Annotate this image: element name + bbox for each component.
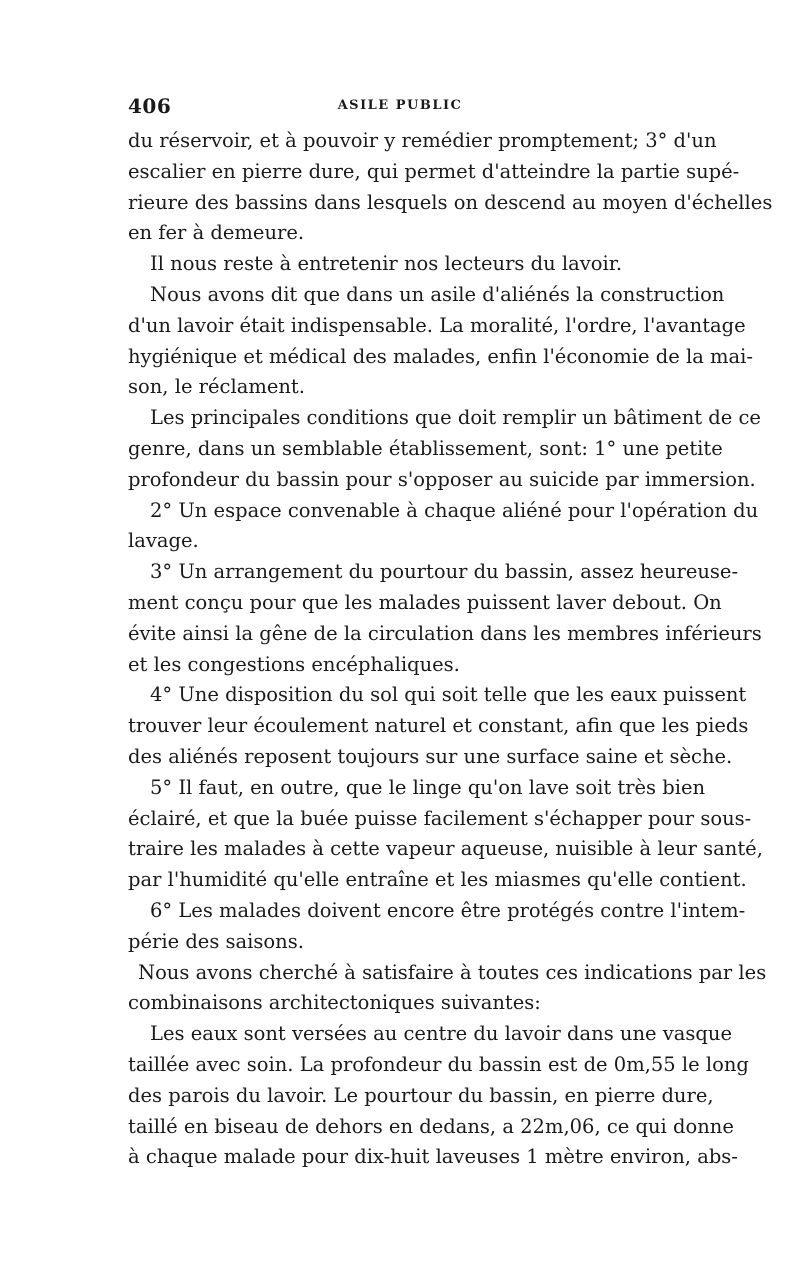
text-line: combinaisons architectoniques suivantes: bbox=[128, 991, 541, 1015]
text-line: Il nous reste à entretenir nos lecteurs du lavoir. bbox=[150, 252, 623, 276]
text-line: des aliénés reposent toujours sur une surface saine et sèche. bbox=[128, 744, 733, 768]
text-line: escalier en pierre dure, qui permet d'atteindre la partie supé- bbox=[128, 159, 740, 183]
text-line: Nous avons cherché à satisfaire à toutes ces indications par les bbox=[138, 960, 767, 984]
text-line: traire les malades à cette vapeur aqueuse, nuisible à leur santé, bbox=[128, 837, 763, 861]
text-line: 4° Une disposition du sol qui soit telle que les eaux puissent bbox=[150, 683, 747, 707]
text-line: évite ainsi la gêne de la circulation dans les membres inférieurs bbox=[128, 621, 762, 645]
text-line: profondeur du bassin pour s'opposer au suicide par immersion. bbox=[128, 467, 756, 491]
page-number: 406 bbox=[128, 94, 172, 118]
running-title: ASILE PUBLIC bbox=[337, 98, 463, 113]
text-line: d'un lavoir était indispensable. La moralité, l'ordre, l'avantage bbox=[128, 313, 746, 337]
text-line: et les congestions encéphaliques. bbox=[128, 652, 460, 676]
text-line: rieure des bassins dans lesquels on descend au moyen d'échelles bbox=[128, 190, 773, 214]
text-line: 6° Les malades doivent encore être protégés contre l'intem- bbox=[150, 898, 746, 922]
text-line: des parois du lavoir. Le pourtour du bassin, en pierre dure, bbox=[128, 1083, 714, 1107]
text-line: genre, dans un semblable établissement, sont: 1° une petite bbox=[128, 436, 723, 460]
text-line: taillé en biseau de dehors en dedans, a 22m,06, ce qui donne bbox=[128, 1114, 734, 1138]
text-line: du réservoir, et à pouvoir y remédier promptement; 3° d'un bbox=[128, 129, 717, 152]
text-line: Les eaux sont versées au centre du lavoir dans une vasque bbox=[150, 1022, 733, 1046]
text-line: Les principales conditions que doit remplir un bâtiment de ce bbox=[150, 406, 761, 430]
text-line: périe des saisons. bbox=[128, 929, 304, 953]
text-line: par l'humidité qu'elle entraîne et les miasmes qu'elle contient. bbox=[128, 868, 747, 892]
body-text bbox=[128, 126, 773, 1173]
text-line: lavage. bbox=[128, 529, 199, 553]
page-header bbox=[128, 94, 672, 126]
text-line: hygiénique et médical des malades, enfin l'économie de la mai- bbox=[128, 344, 753, 368]
text-line: en fer à demeure. bbox=[128, 221, 305, 245]
text-line: 2° Un espace convenable à chaque aliéné pour l'opération du bbox=[150, 498, 759, 522]
text-line: trouver leur écoulement naturel et constant, afin que les pieds bbox=[128, 714, 749, 738]
text-line: taillée avec soin. La profondeur du bassin est de 0m,55 le long bbox=[128, 1052, 749, 1076]
text-line: 5° Il faut, en outre, que le linge qu'on lave soit très bien bbox=[150, 775, 706, 799]
text-line: Nous avons dit que dans un asile d'aliénés la construction bbox=[150, 282, 725, 306]
text-line: 3° Un arrangement du pourtour du bassin, assez heureuse- bbox=[150, 560, 739, 584]
text-line: éclairé, et que la buée puisse facilement s'échapper pour sous- bbox=[128, 806, 752, 830]
text-line: son, le réclament. bbox=[128, 375, 305, 399]
text-line: ment conçu pour que les malades puissent laver debout. On bbox=[128, 590, 722, 614]
text-line: à chaque malade pour dix-huit laveuses 1 mètre environ, abs- bbox=[128, 1145, 738, 1169]
